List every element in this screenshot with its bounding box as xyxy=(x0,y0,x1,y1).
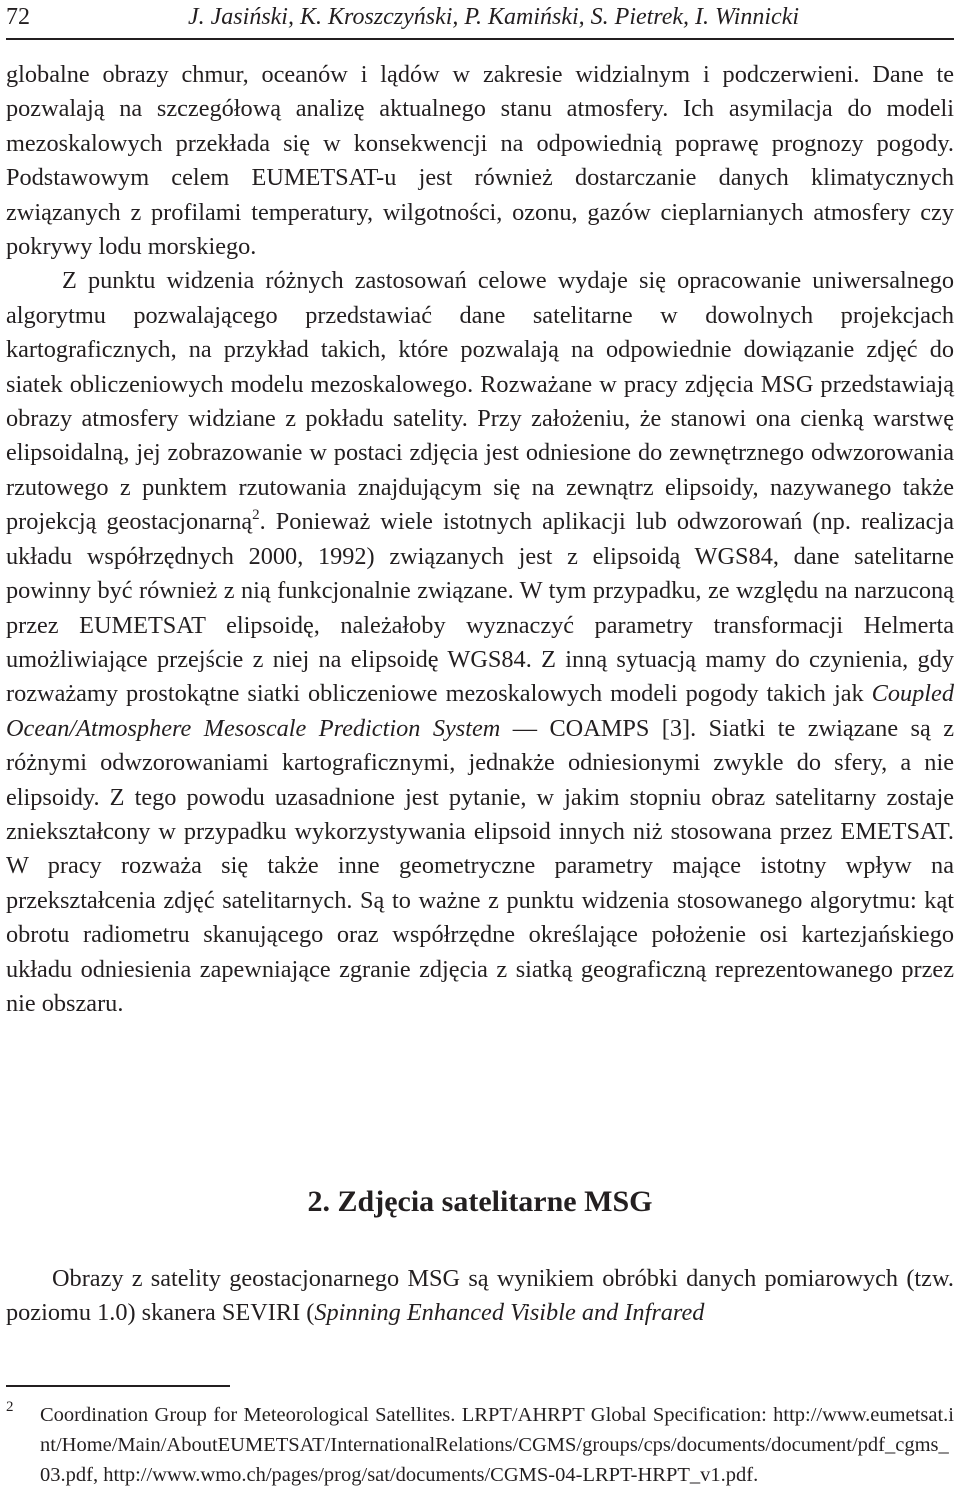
footnote-rule xyxy=(6,1385,230,1387)
footnote-mark: 2 xyxy=(6,1399,14,1415)
paragraph-2-part-b: . Ponieważ wiele istotnych aplikacji lub odwzorowań (np. realizacja układu współrzędnych 2000, 1992) związanych jest z elipsoidą WGS84, dane satelitarne powinny być również z nią funkcjonalnie związane. W tym przypadku, ze względu na narzuconą przez EUMETSAT elipsoidę, należałoby wyznaczyć parametry transformacji Helmerta umożliwiające przejście z niej na elipsoidę WGS84. Z inną sytuacją mamy do czynienia, gdy rozważamy prostokątne siatki obliczeniowe mezoskalowych modeli pogody takich jak xyxy=(6,508,954,708)
section-paragraph xyxy=(6,1262,954,1331)
section-paragraph-italic: Spinning Enhanced Visible and Infrared xyxy=(314,1299,705,1327)
paragraph-2-part-c: — COAMPS [3]. Siatki te związane są z różnymi odwzorowaniami kartograficznymi, jednakże odniesionymi zwykle do sfery, a nie elipsoidy. Z tego powodu uzasadnione jest pytanie, w jakim stopniu obraz satelitarny zostaje zniekształcony w przypadku wykorzystywania elipsoid innych niż stosowana przez EMETSAT. W pracy rozważa się także inne geometryczne parametry mające istotny wpływ na przekształcenia zdjęć satelitarnych. Są to ważne z punktu widzenia stosowanego algorytmu: kąt obrotu radiometru skanującego oraz współrzędne określające położenie osi kartezjańskiego układu odniesienia zapewniające zgranie zdjęcia z siatką geograficzną reprezentowanego przez nie obszaru. xyxy=(6,714,954,1017)
footnote-reference[interactable]: 2 xyxy=(252,507,260,524)
paragraph-2-part-a: Z punktu widzenia różnych zastosowań celowe wydaje się opracowanie uniwersalnego algorytmu pozwalającego przedstawiać dane satelitarne w dowolnych projekcjach kartograficznych, na przykład takich, które pozwalają na odpowiednie dowiązanie zdjęć do siatek obliczeniowych modelu mezoskalowego. Rozważane w pracy zdjęcia MSG przedstawiają obrazy atmosfery widziane z pokładu satelity. Przy założeniu, że stanowi ona cienką warstwę elipsoidalną, jej zobrazowanie w postaci zdjęcia jest odniesione do zewnętrznego odwzorowania rzutowego z punktem rzutowania znajdującym się na zewnątrz elipsoidy, nazywanego także projekcją geostacjonarną xyxy=(6,267,954,536)
running-head-authors: J. Jasiński, K. Kroszczyński, P. Kamiński, S. Pietrek, I. Winnicki xyxy=(188,4,800,30)
paragraph-1: globalne obrazy chmur, oceanów i lądów w zakresie widzialnym i podczerwieni. Dane te pozwalają na szczegółową analizę aktualnego stanu atmosfery. Ich asymilacja do modeli mezoskalowych przekłada się w konsekwencji na odpowiednią poprawę prognozy pogody. Podstawowym celem EUMETSAT-u jest również dostarczanie danych klimatycznych związanych z profilami temperatury, wilgotności, ozonu, gazów cieplarnianych atmosfery czy pokrywy lodu morskiego. xyxy=(6,61,954,261)
body-text xyxy=(6,58,954,1021)
page-header xyxy=(6,2,954,34)
section-heading: 2. Zdjęcia satelitarne MSG xyxy=(307,1185,653,1218)
paragraph-2 xyxy=(6,264,954,1021)
footnote xyxy=(6,1400,954,1490)
paragraph-2-italic-system-name: Coupled Ocean/Atmosphere Mesoscale Prediction System xyxy=(6,680,954,742)
footnote-text: Coordination Group for Meteorological Satellites. LRPT/AHRPT Global Specification: http://www.eumetsat.int/Home/Main/AboutEUMETSAT/InternationalRelations/CGMS/groups/cps/documents/document/pdf_cgms_03.pdf, http://www.wmo.ch/pages/prog/sat/documents/CGMS-04-LRPT-HRPT_v1.pdf. xyxy=(40,1404,954,1486)
header-rule xyxy=(6,38,954,40)
page-number: 72 xyxy=(6,4,30,30)
section-paragraph-text: Obrazy z satelity geostacjonarnego MSG są wynikiem obróbki danych pomiarowych (tzw. poziomu 1.0) skanera SEVIRI ( xyxy=(6,1265,954,1327)
section-text xyxy=(6,1262,954,1331)
